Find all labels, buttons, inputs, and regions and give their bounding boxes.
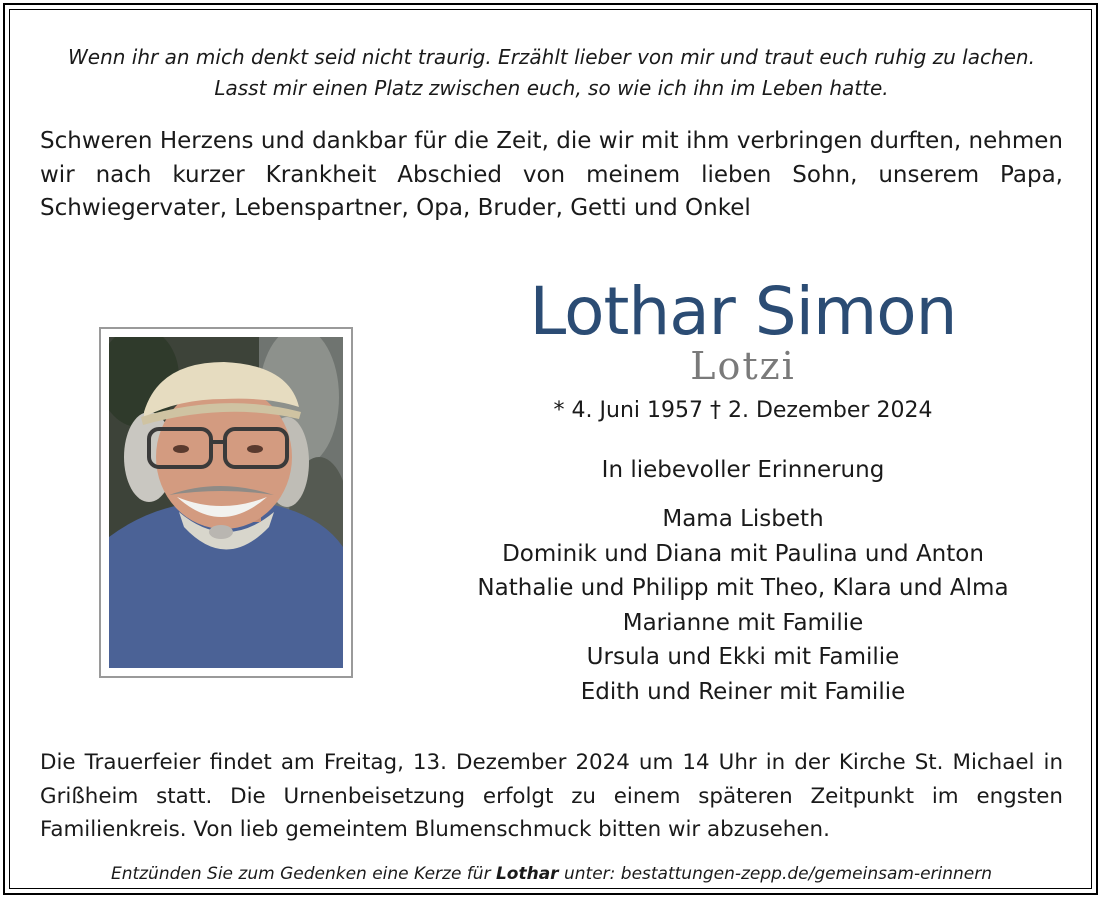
footer-name: Lothar [495, 864, 559, 884]
footer-suffix: unter: bestattungen-zepp.de/gemeinsam-erinnern [563, 864, 993, 884]
quote-line-2: Lasst mir einen Platz zwischen euch, so wie ich ihn im Leben hatte. [214, 76, 889, 100]
portrait-frame [99, 327, 353, 678]
footer-prefix: Entzünden Sie zum Gedenken eine Kerze für [110, 864, 491, 884]
mourner-line: Marianne mit Familie [622, 609, 864, 636]
footer-note [30, 861, 1073, 887]
memorial-quote [30, 42, 1073, 104]
service-info: Die Trauerfeier findet am Freitag, 13. Dezember 2024 um 14 Uhr in der Kirche St. Michael in Grißheim statt. Die Urnenbeisetzung erfolgt zu einem späteren Zeitpunkt im engsten Familienkreis. Von lieb gemeintem Blumenschmuck bitten wir abzusehen. [40, 750, 1063, 842]
mourner-line: Edith und Reiner mit Familie [580, 678, 906, 705]
life-dates: * 4. Juni 1957 † 2. Dezember 2024 [553, 398, 933, 423]
mourner-line: Mama Lisbeth [662, 506, 824, 532]
mourners-list [440, 502, 1046, 710]
mourner-line: Dominik und Diana mit Paulina und Anton [502, 540, 984, 567]
portrait-illustration [109, 337, 343, 668]
deceased-nickname: Lotzi [690, 344, 796, 388]
mourner-line: Ursula und Ekki mit Familie [586, 644, 900, 671]
deceased-name: Lothar Simon [529, 273, 957, 350]
mourner-line: Nathalie und Philipp mit Theo, Klara und Alma [477, 575, 1009, 602]
memory-heading: In liebevoller Erinnerung [601, 457, 885, 483]
intro-text: Schweren Herzens und dankbar für die Zeit, die wir mit ihm verbringen durften, nehmen wir nach kurzer Krankheit Abschied von meinem lieben Sohn, unserem Papa, Schwiegervater, Lebenspartner, Opa, Bruder, Getti und Onkel [40, 128, 1063, 221]
quote-line-1: Wenn ihr an mich denkt seid nicht traurig. Erzählt lieber von mir und traut euch ruhig zu lachen. [68, 45, 1035, 69]
portrait-photo [109, 337, 343, 668]
